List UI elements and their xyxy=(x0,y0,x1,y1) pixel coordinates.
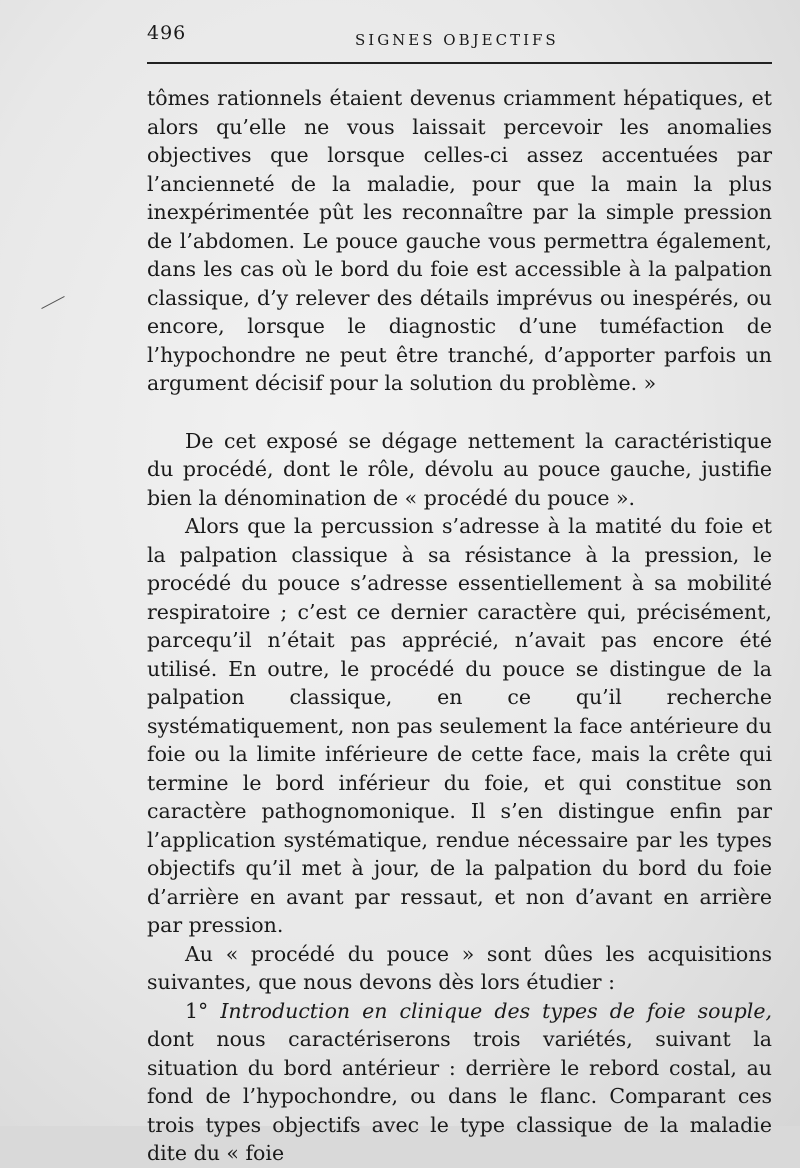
running-title: SIGNES OBJECTIFS xyxy=(355,31,559,49)
item-text: dont nous caractériserons trois variétés, suivant la situation du bord antérieur : derrière le rebord costal, au fond de l’hypochondre, ou dans le flanc. Comparant ces trois types objectifs avec le type classique de la maladie dite du « foie xyxy=(147,1027,772,1165)
paragraph-comparison: Alors que la percussion s’adresse à la matité du foie et la palpation classique à sa résistance à la pression, le procédé du pouce s’adresse essentiellement à sa mobilité respiratoire ; c’est ce dernier caractère qui, précisément, parcequ’il n’était pas apprécié, n’avait pas encore été utilisé. En outre, le procédé du pouce se distingue de la palpation classique, en ce qu’il recherche systématiquement, non pas seulement la face antérieure du foie ou la limite inférieure de cette face, mais la crête qui termine le bord inférieur du foie, et qui constitue son caractère pathognomonique. Il s’en distingue enfin par l’application systématique, rendue nécessaire par les types objectifs qu’il met à jour, de la palpation du bord du foie d’arrière en avant par ressaut, et non d’avant en arrière par pression. xyxy=(147,514,772,937)
header-rule xyxy=(147,62,772,64)
page-header xyxy=(147,22,772,62)
item-number: 1° xyxy=(185,998,221,1023)
paragraph-continuation: tômes rationnels étaient devenus criamment hépatiques, et alors qu’elle ne vous laissait percevoir les anomalies objectives que lorsque celles-ci assez accentuées par l’ancienneté de la maladie, pour que la main la plus inexpérimentée pût les reconnaître par la simple pression de l’abdomen. Le pouce gauche vous permettra également, dans les cas où le bord du foie est accessible à la palpation classique, d’y relever des détails imprévus ou inespérés, ou encore, lorsque le diagnostic d’une tuméfaction de l’hypochondre ne peut être tranché, d’apporter parfois un argument décisif pour la solution du problème. » xyxy=(147,86,772,395)
paragraph-summary: De cet exposé se dégage nettement la caractéristique du procédé, dont le rôle, dévolu au pouce gauche, justifie bien la dénomination de « procédé du pouce ». xyxy=(147,428,772,510)
stray-pencil-mark xyxy=(41,296,64,309)
page-number: 496 xyxy=(147,22,187,44)
list-item-1 xyxy=(147,997,772,1168)
paragraph-acquisitions: Au « procédé du pouce » sont dûes les acquisitions suivantes, que nous devons dès lors étudier : xyxy=(147,941,772,994)
item-heading: Introduction en clinique des types de foie souple, xyxy=(220,998,772,1023)
body-text xyxy=(147,84,772,1168)
